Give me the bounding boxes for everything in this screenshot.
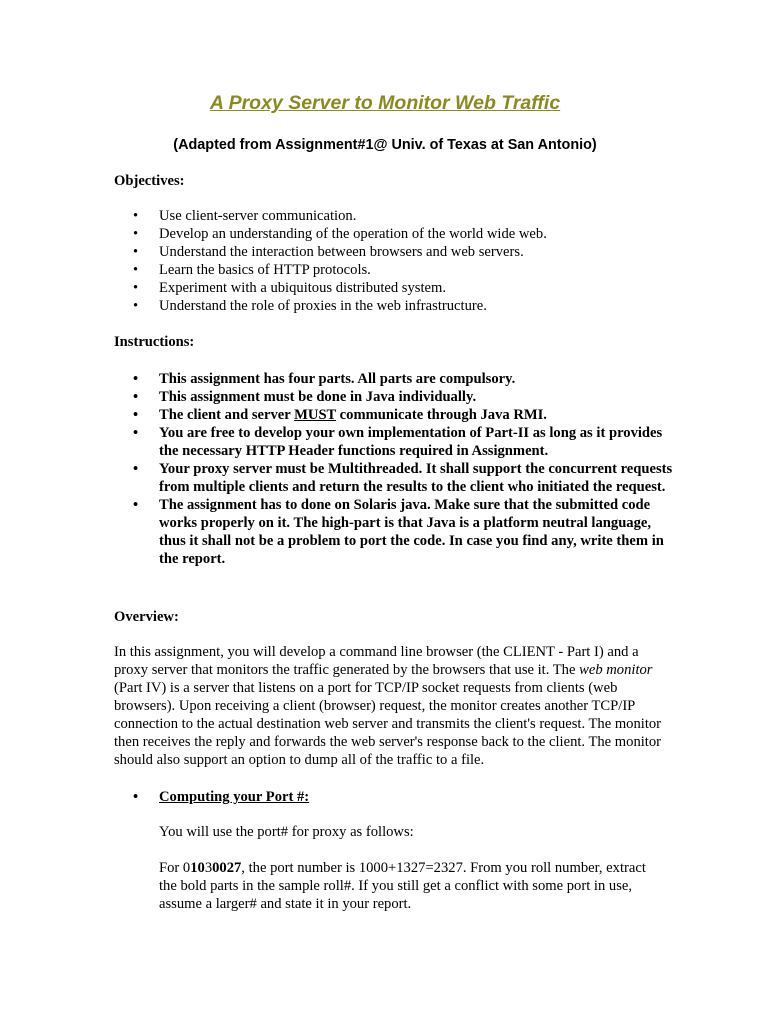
roll-bold: 00 [212,860,227,876]
port-line: You will use the port# for proxy as follows: [159,824,414,840]
list-item: • Experiment with a ubiquitous distributed system. [114,279,674,297]
list-item: • Understand the role of proxies in the web infrastructure. [114,297,674,315]
roll-bold: 10 [190,860,205,876]
instructions-list [114,370,674,568]
port-text: , the port number is 1000+1327=2327. From you roll number, extract the bold parts in the sample roll#. If you still get a conflict with some port in use, assume a larger# and state it in your report. [159,860,646,912]
list-item: • Develop an understanding of the operation of the world wide web. [114,225,674,243]
overview-paragraph [114,643,662,769]
list-item: • This assignment has four parts. All parts are compulsory. [114,370,674,388]
port-paragraph [159,859,659,913]
list-item: • Use client-server communication. [114,207,674,225]
document-title: A Proxy Server to Monitor Web Traffic [209,92,561,114]
italic-text: web monitor [579,662,653,678]
objectives-list [114,207,674,315]
objectives-heading: Objectives: [114,173,185,189]
overview-text: (Part IV) is a server that listens on a port for TCP/IP socket requests from clients (web browsers). Upon receiving a client (browser) request, the monitor creates another TCP/IP connection to the actual destination web server and transmits the client's request. The monitor then receives the reply and forwards the web server's response back to the client. The monitor should also support an option to dump all of the traffic to a file. [114,680,662,768]
list-item-text: communicate through Java RMI. [336,407,547,423]
list-item: • This assignment must be done in Java individually. [114,388,674,406]
port-heading: • Computing your Port #: [114,788,674,806]
roll-bold: 27 [226,860,242,876]
roll-plain: 3 [204,860,213,876]
document-subtitle: (Adapted from Assignment#1@ Univ. of Texas at San Antonio) [173,137,597,153]
list-item [114,406,674,424]
list-item: • You are free to develop your own implementation of Part-II as long as it provides the necessary HTTP Header functions required in Assignment. [114,424,674,460]
overview-heading: Overview: [114,609,179,625]
port-text: For 0 [159,860,191,876]
overview-text: In this assignment, you will develop a command line browser (the CLIENT - Part I) and a proxy server that monitors the traffic generated by the browsers that use it. The [114,644,639,678]
list-item: • Understand the interaction between browsers and web servers. [114,243,674,261]
list-item: • The assignment has to done on Solaris java. Make sure that the submitted code works properly on it. The high-part is that Java is a platform neutral language, thus it shall not be a problem to port the code. In case you find any, write them in the report. [114,496,674,568]
port-list [114,788,674,806]
emphasis-text: MUST [294,407,337,423]
list-item: • Learn the basics of HTTP protocols. [114,261,674,279]
list-item: • Your proxy server must be Multithreaded. It shall support the concurrent requests from multiple clients and return the results to the client who initiated the request. [114,460,674,496]
list-item-text: The client and server [159,407,295,423]
instructions-heading: Instructions: [114,334,195,350]
